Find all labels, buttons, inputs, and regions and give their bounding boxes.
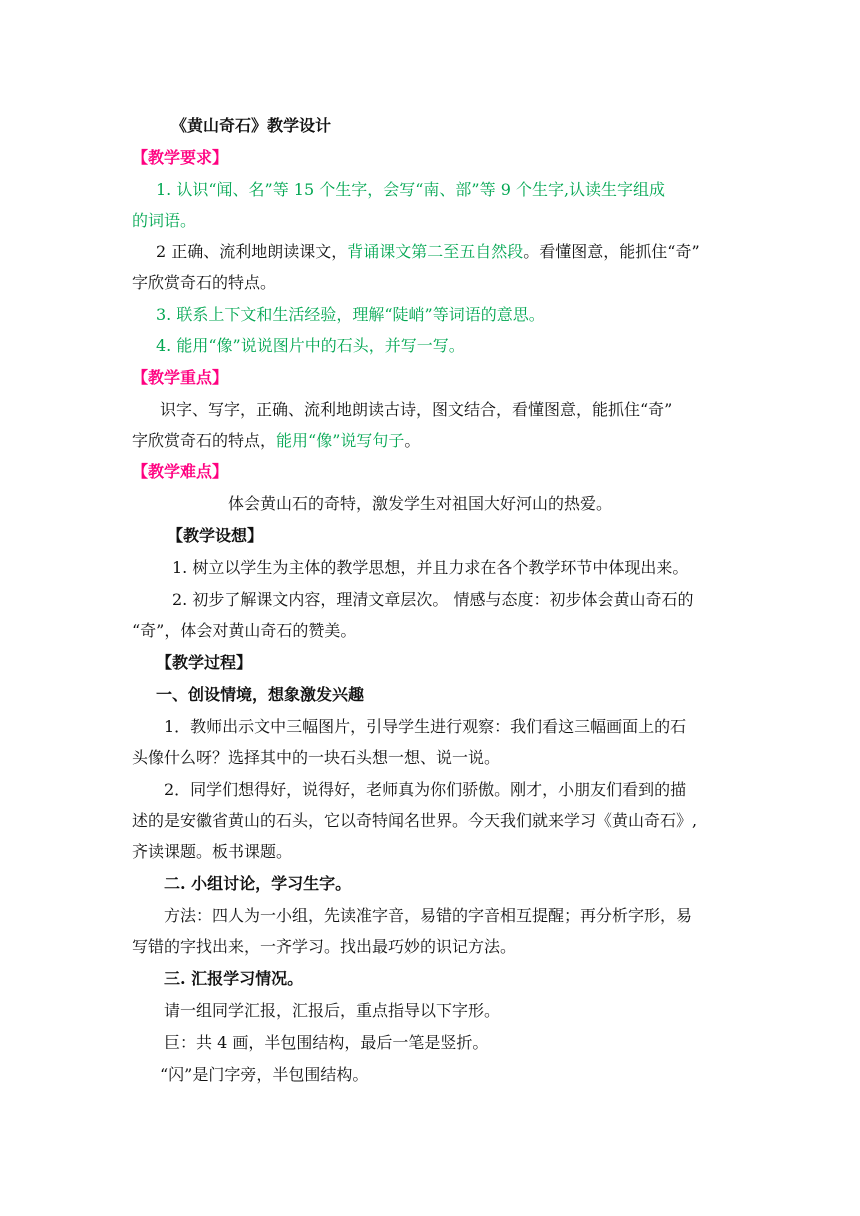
step-2-paragraph-line-2: 写错的字找出来，一齐学习。找出最巧妙的识记方法。	[132, 937, 517, 956]
difficulty-text: 体会黄山石的奇特，激发学生对祖国大好河山的热爱。	[228, 494, 613, 513]
key-points-text: 字欣赏奇石的特点，	[132, 431, 277, 450]
requirement-2-highlight: 背诵课文第二至五自然段	[347, 242, 524, 261]
step-3-heading: 三. 汇报学习情况。	[164, 969, 304, 988]
key-points-line-1: 识字、写字，正确、流利地朗读古诗，图文结合，看懂图意，能抓住“奇”	[160, 400, 673, 419]
key-points-end: 。	[404, 431, 421, 450]
requirement-2-line-1	[156, 242, 700, 262]
requirement-2-text: 2 正确、流利地朗读课文，	[156, 242, 348, 261]
requirement-4: 4. 能用“像”说说图片中的石头，并写一写。	[156, 336, 465, 355]
step-2-paragraph-line-1: 方法：四人为一小组，先读准字音，易错的字音相互提醒；再分析字形，易	[164, 906, 693, 925]
teaching-idea-2-line-1: 2. 初步了解课文内容，理清文章层次。 情感与态度：初步体会黄山奇石的	[172, 590, 694, 609]
section-heading-difficulty: 【教学难点】	[132, 462, 229, 481]
key-points-highlight: 能用“像”说写句子	[276, 431, 405, 450]
section-heading-process: 【教学过程】	[156, 653, 253, 672]
step-1-heading: 一、创设情境，想象激发兴趣	[156, 685, 365, 704]
step-3-paragraph-2: 巨：共 4 画，半包围结构，最后一笔是竖折。	[164, 1033, 489, 1052]
teaching-idea-1: 1. 树立以学生为主体的教学思想，并且力求在各个教学环节中体现出来。	[172, 558, 689, 577]
teaching-idea-2-line-2: “奇”，体会对黄山奇石的赞美。	[132, 621, 357, 640]
step-3-paragraph-1: 请一组同学汇报，汇报后，重点指导以下字形。	[164, 1001, 501, 1020]
step-1-paragraph-2-line-3: 齐读课题。板书课题。	[132, 842, 293, 861]
requirement-1-line-1: 1. 认识“闻、名”等 15 个生字，会写“南、部”等 9 个生字,认读生字组成	[156, 180, 666, 199]
step-1-paragraph-1-line-2: 头像什么呀？选择其中的一块石头想一想、说一说。	[132, 748, 501, 767]
requirement-3: 3. 联系上下文和生活经验，理解“陡峭”等词语的意思。	[156, 305, 545, 324]
section-heading-teaching-idea: 【教学设想】	[167, 526, 264, 545]
step-1-paragraph-2-line-1: 2．同学们想得好，说得好，老师真为你们骄傲。刚才，小朋友们看到的描	[164, 780, 687, 799]
section-heading-key-points: 【教学重点】	[132, 368, 229, 387]
step-1-paragraph-1-line-1: 1．教师出示文中三幅图片，引导学生进行观察：我们看这三幅画面上的石	[164, 717, 687, 736]
requirement-2-rest: 。看懂图意，能抓住“奇”	[523, 242, 700, 261]
requirement-2-line-2: 字欣赏奇石的特点。	[132, 273, 277, 292]
step-2-heading: 二. 小组讨论，学习生字。	[164, 874, 352, 893]
requirement-1-line-2: 的词语。	[132, 211, 197, 230]
document-title: 《黄山奇石》教学设计	[171, 116, 332, 135]
step-1-paragraph-2-line-2: 述的是安徽省黄山的石头，它以奇特闻名世界。今天我们就来学习《黄山奇石》,	[132, 811, 698, 830]
section-heading-requirements: 【教学要求】	[132, 148, 229, 167]
key-points-line-2	[132, 431, 420, 451]
step-3-paragraph-3: “闪”是门字旁，半包围结构。	[160, 1065, 369, 1084]
